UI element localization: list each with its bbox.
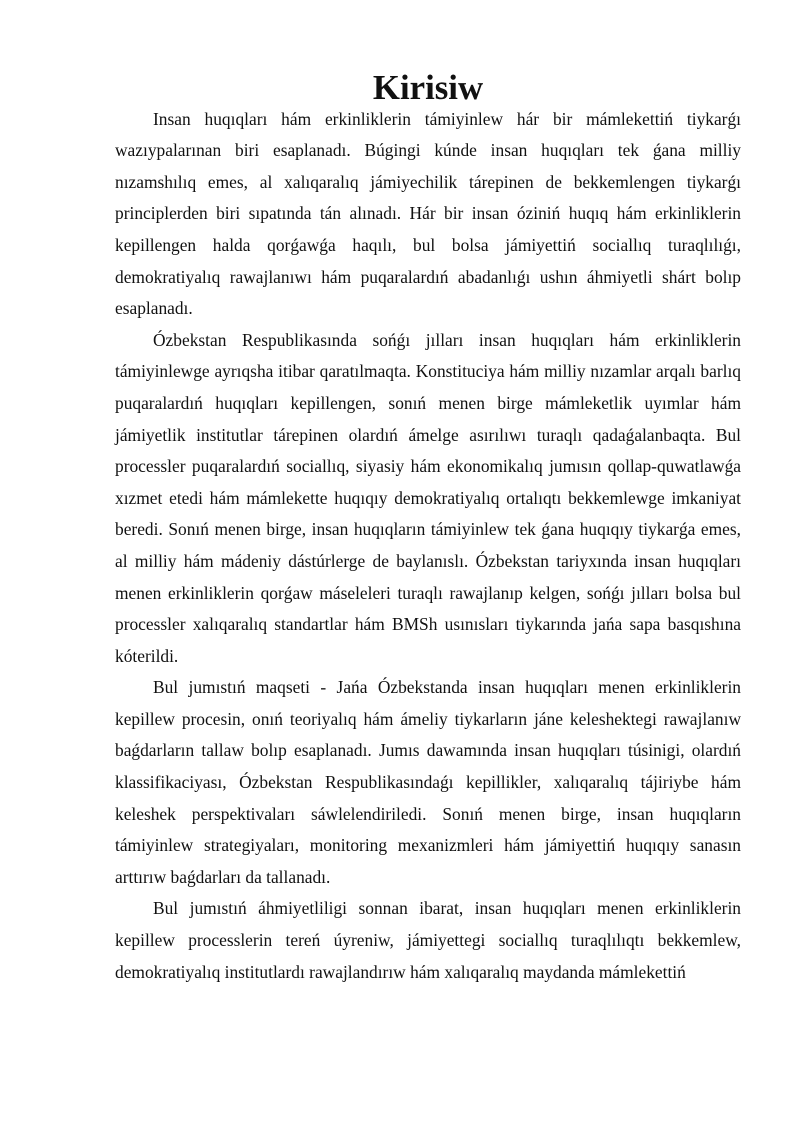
paragraph-1: Insan huqıqları hám erkinliklerin támiyinlew hár bir mámlekettiń tiykarǵı wazıypalarınan biri esaplanadı. Búgingi kúnde insan huqıqları tek ǵana milliy nızamshılıq emes, al xalıqaralıq jámiyechilik tárepinen de bekkemlengen tiykarǵı principlerden biri sıpatında tán alınadı. Hár bir insan óziniń huqıq hám erkinliklerin kepillengen halda qorǵawǵa haqılı, bul bolsa jámiyettiń sociallıq turaqlılıǵı, demokratiyalıq rawajlanıwı hám puqaralardıń abadanlıǵı ushın áhmiyetli shárt bolıp esaplanadı. <box>115 108 741 319</box>
paragraph-3: Bul jumıstıń maqseti - Jańa Ózbekstanda insan huqıqları menen erkinliklerin kepillew procesin, onıń teoriyalıq hám ámeliy tiykarların jáne keleshektegi rawajlanıw baǵdarların tallaw bolıp esaplanadı. Jumıs dawamında insan huqıqları túsinigi, olardıń klassifikaciyası, Ózbekstan Respublikasındaǵı kepillikler, xalıqaralıq tájiriybe hám keleshek perspektivaları sáwlelendiriledi. Sonıń menen birge, insan huqıqların támiyinlew strategiyaları, monitoring mexanizmleri hám jámiyettiń huqıqıy sanasın arttırıw baǵdarları da tallanadı. <box>115 677 741 887</box>
paragraph-2: Ózbekstan Respublikasında sońǵı jılları insan huqıqları hám erkinliklerin támiyinlewge ayrıqsha itibar qaratılmaqta. Konstituciya hám milliy nızamlar arqalı barlıq puqaralardıń huqıqları kepillengen, sonıń menen birge mámleketlik uyımlar hám jámiyetlik institutlar tárepinen olardıń ámelge asırılıwı turaqlı qadaǵalanbaqta. Bul processler puqaralardıń sociallıq, siyasiy hám ekonomikalıq jumısın qollap-quwatlawǵa xızmet etedi hám mámlekette huqıqıy demokratiyalıq ortalıqtı bekkemlewge imkaniyat beredi. Sonıń menen birge, insan huqıqların támiyinlew tek ǵana huqıqıy tiykarǵa emes, al milliy hám mádeniy dástúrlerge de baylanıslı. Ózbekstan tariyxında insan huqıqları menen erkinliklerin qorǵaw máseleleri turaqlı rawajlanıp kelgen, sońǵı jılları bolsa bul processler xalıqaralıq standartlar hám BMSh usınısları tiykarında jańa sapa basqıshına kóterildi. <box>115 329 741 666</box>
paragraph-4: Bul jumıstıń áhmiyetliligi sonnan ibarat, insan huqıqları menen erkinliklerin kepillew processlerin tereń úyreniw, jámiyettegi sociallıq turaqlılıqtı bekkemlew, demokratiyalıq institutlardı rawajlandırıw hám xalıqaralıq maydanda mámlekettiń <box>115 898 741 982</box>
document-body <box>115 68 741 988</box>
document-title: Kirisiw <box>372 68 484 107</box>
